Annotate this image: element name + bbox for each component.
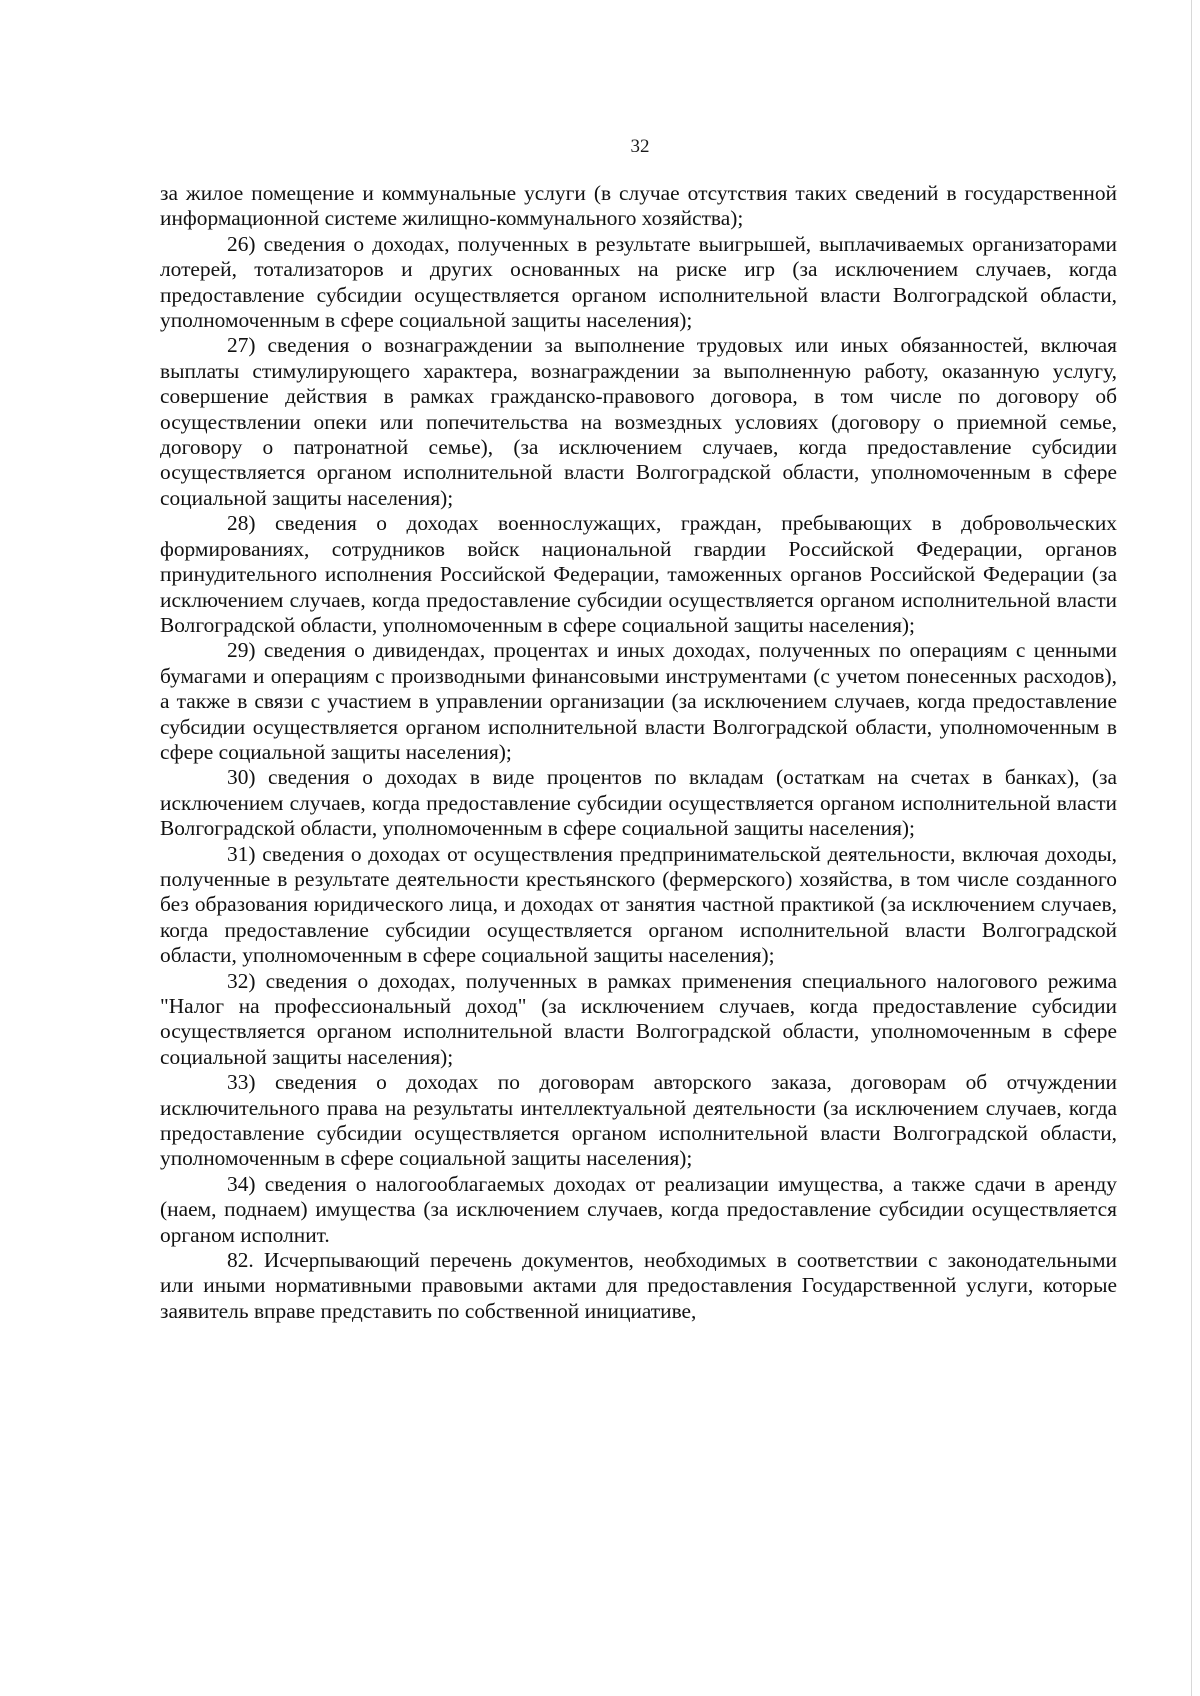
paragraph-item-31: 31) сведения о доходах от осуществления предпринимательской деятельности, включая доходы, полученные в результате деятельности крестьянского (фермерского) хозяйства, в том числе созданного без образования юридического лица, и доходах от занятия частной практикой (за исключением случаев, когда предоставление субсидии осуществляется органом исполнительной власти Волгоградской области, уполномоченным в сфере социальной защиты населения); (160, 841, 1117, 968)
paragraph-item-29: 29) сведения о дивидендах, процентах и иных доходах, полученных по операциям с ценными бумагами и операциям с производными финансовыми инструментами (с учетом понесенных расходов), а также в связи с участием в управлении организации (за исключением случаев, когда предоставление субсидии осуществляется органом исполнительной власти Волгоградской области, уполномоченным в сфере социальной защиты населения); (160, 638, 1117, 764)
paragraph-item-32: 32) сведения о доходах, полученных в рамках применения специального налогового режима "Налог на профессиональный доход" (за исключением случаев, когда предоставление субсидии осуществляется органом исполнительной власти Волгоградской области, уполномоченным в сфере социальной защиты населения); (160, 968, 1117, 1069)
paragraph-item-27: 27) сведения о вознаграждении за выполнение трудовых или иных обязанностей, включая выплаты стимулирующего характера, вознаграждении за выполненную работу, оказанную услугу, совершение действия в рамках гражданско-правового договора, в том числе по договору об осуществлении опеки или попечительства на возмездных условиях (договору о приемной семье, договору о патронатной семье), (за исключением случаев, когда предоставление субсидии осуществляется органом исполнительной власти Волгоградской области, уполномоченным в сфере социальной защиты населения); (160, 333, 1117, 510)
page-number: 32 (630, 136, 650, 157)
paragraph-item-34: 34) сведения о налогооблагаемых доходах от реализации имущества, а также сдачи в аренду (наем, поднаем) имущества (за исключением случаев, когда предоставление субсидии осуществляется органом исполнит. (160, 1171, 1117, 1247)
paragraph-section-82: 82. Исчерпывающий перечень документов, необходимых в соответствии с законодательными или иными нормативными правовыми актами для предоставления Государственной услуги, которые заявитель вправе представить по собственной инициативе, (160, 1248, 1117, 1323)
paragraph-item-33: 33) сведения о доходах по договорам авторского заказа, договорам об отчуждении исключительного права на результаты интеллектуальной деятельности (за исключением случаев, когда предоставление субсидии осуществляется органом исполнительной власти Волгоградской области, уполномоченным в сфере социальной защиты населения); (160, 1070, 1117, 1171)
paragraph-item-30: 30) сведения о доходах в виде процентов по вкладам (остаткам на счетах в банках), (за исключением случаев, когда предоставление субсидии осуществляется органом исполнительной власти Волгоградской области, уполномоченным в сфере социальной защиты населения); (160, 765, 1117, 841)
document-body (160, 181, 1117, 1324)
paragraph-item-28: 28) сведения о доходах военнослужащих, граждан, пребывающих в добровольческих формированиях, сотрудников войск национальной гвардии Российской Федерации, органов принудительного исполнения Российской Федерации, таможенных органов Российской Федерации (за исключением случаев, когда предоставление субсидии осуществляется органом исполнительной власти Волгоградской области, уполномоченным в сфере социальной защиты населения); (160, 511, 1117, 637)
paragraph-item-26: 26) сведения о доходах, полученных в результате выигрышей, выплачиваемых организаторами лотерей, тотализаторов и других основанных на риске игр (за исключением случаев, когда предоставление субсидии осуществляется органом исполнительной власти Волгоградской области, уполномоченным в сфере социальной защиты населения); (160, 231, 1117, 333)
paragraph-continuation: за жилое помещение и коммунальные услуги (в случае отсутствия таких сведений в государственной информационной системе жилищно-коммунального хозяйства); (160, 181, 1117, 231)
page-edge-line (1191, 0, 1192, 1696)
